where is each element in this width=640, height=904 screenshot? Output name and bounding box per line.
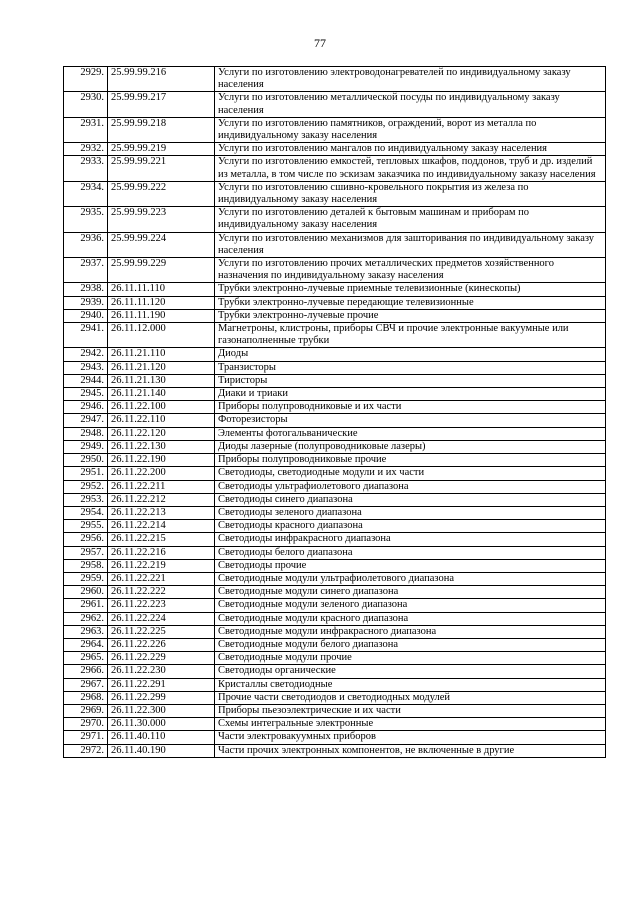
- row-description: Диоды: [215, 348, 606, 361]
- table-row: [64, 533, 606, 546]
- table-row: [64, 92, 606, 117]
- row-number: 2940.: [64, 309, 108, 322]
- row-code: 26.11.22.300: [108, 704, 215, 717]
- table-row: [64, 744, 606, 757]
- registry-table: [63, 66, 606, 758]
- row-number: 2946.: [64, 401, 108, 414]
- row-description: Диаки и триаки: [215, 388, 606, 401]
- row-number: 2957.: [64, 546, 108, 559]
- row-code: 26.11.22.222: [108, 586, 215, 599]
- row-code: 26.11.40.110: [108, 731, 215, 744]
- row-description: Светодиодные модули красного диапазона: [215, 612, 606, 625]
- table-row: [64, 309, 606, 322]
- row-description: Светодиоды красного диапазона: [215, 520, 606, 533]
- table-row: [64, 388, 606, 401]
- row-code: 26.11.22.120: [108, 427, 215, 440]
- row-code: 26.11.22.223: [108, 599, 215, 612]
- row-code: 26.11.11.190: [108, 309, 215, 322]
- row-number: 2969.: [64, 704, 108, 717]
- row-code: 25.99.99.217: [108, 92, 215, 117]
- row-code: 26.11.22.216: [108, 546, 215, 559]
- row-description: Части электровакуумных приборов: [215, 731, 606, 744]
- row-number: 2944.: [64, 374, 108, 387]
- row-description: Трубки электронно-лучевые передающие телевизионные: [215, 296, 606, 309]
- table-row: [64, 283, 606, 296]
- row-description: Трубки электронно-лучевые прочие: [215, 309, 606, 322]
- row-number: 2949.: [64, 440, 108, 453]
- row-code: 26.11.22.229: [108, 652, 215, 665]
- row-number: 2947.: [64, 414, 108, 427]
- row-code: 26.11.11.110: [108, 283, 215, 296]
- row-code: 26.11.22.291: [108, 678, 215, 691]
- row-number: 2941.: [64, 323, 108, 348]
- row-description: Кристаллы светодиодные: [215, 678, 606, 691]
- row-description: Светодиоды белого диапазона: [215, 546, 606, 559]
- row-number: 2972.: [64, 744, 108, 757]
- row-number: 2955.: [64, 520, 108, 533]
- row-number: 2953.: [64, 493, 108, 506]
- row-number: 2943.: [64, 361, 108, 374]
- table-row: [64, 559, 606, 572]
- row-code: 26.11.21.140: [108, 388, 215, 401]
- row-description: Схемы интегральные электронные: [215, 718, 606, 731]
- row-code: 26.11.22.215: [108, 533, 215, 546]
- table-row: [64, 520, 606, 533]
- row-description: Приборы полупроводниковые и их части: [215, 401, 606, 414]
- row-description: Диоды лазерные (полупроводниковые лазеры): [215, 440, 606, 453]
- row-number: 2958.: [64, 559, 108, 572]
- row-code: 26.11.22.200: [108, 467, 215, 480]
- table-row: [64, 348, 606, 361]
- row-description: Услуги по изготовлению сшивно-кровельного покрытия из железа по индивидуальному заказу населения: [215, 181, 606, 206]
- row-number: 2942.: [64, 348, 108, 361]
- row-description: Услуги по изготовлению емкостей, тепловых шкафов, поддонов, труб и др. изделий из металла, в том числе по эскизам заказчика по индивидуальному заказу населения: [215, 156, 606, 181]
- row-number: 2965.: [64, 652, 108, 665]
- table-row: [64, 506, 606, 519]
- row-number: 2971.: [64, 731, 108, 744]
- table-row: [64, 207, 606, 232]
- row-description: Светодиодные модули инфракрасного диапазона: [215, 625, 606, 638]
- table-row: [64, 572, 606, 585]
- row-description: Фоторезисторы: [215, 414, 606, 427]
- row-number: 2950.: [64, 454, 108, 467]
- row-description: Приборы полупроводниковые прочие: [215, 454, 606, 467]
- table-row: [64, 678, 606, 691]
- row-code: 26.11.22.212: [108, 493, 215, 506]
- row-number: 2961.: [64, 599, 108, 612]
- row-description: Светодиодные модули белого диапазона: [215, 638, 606, 651]
- row-code: 26.11.22.213: [108, 506, 215, 519]
- row-code: 25.99.99.219: [108, 143, 215, 156]
- row-code: 25.99.99.218: [108, 117, 215, 142]
- row-number: 2937.: [64, 258, 108, 283]
- row-description: Услуги по изготовлению памятников, ограждений, ворот из металла по индивидуальному заказу населения: [215, 117, 606, 142]
- table-row: [64, 440, 606, 453]
- row-description: Светодиоды, светодиодные модули и их части: [215, 467, 606, 480]
- table-row: [64, 612, 606, 625]
- row-description: Услуги по изготовлению мангалов по индивидуальному заказу населения: [215, 143, 606, 156]
- row-description: Тиристоры: [215, 374, 606, 387]
- row-code: 25.99.99.222: [108, 181, 215, 206]
- row-number: 2970.: [64, 718, 108, 731]
- row-description: Магнетроны, клистроны, приборы СВЧ и прочие электронные вакуумные или газонаполненные трубки: [215, 323, 606, 348]
- table-row: [64, 181, 606, 206]
- row-description: Части прочих электронных компонентов, не включенные в другие: [215, 744, 606, 757]
- row-code: 26.11.22.226: [108, 638, 215, 651]
- row-description: Услуги по изготовлению электроводонагревателей по индивидуальному заказу населения: [215, 67, 606, 92]
- row-number: 2935.: [64, 207, 108, 232]
- table-row: [64, 323, 606, 348]
- table-row: [64, 361, 606, 374]
- table-row: [64, 480, 606, 493]
- table-row: [64, 401, 606, 414]
- row-description: Светодиодные модули ультрафиолетового диапазона: [215, 572, 606, 585]
- row-description: Светодиоды прочие: [215, 559, 606, 572]
- row-description: Светодиоды органические: [215, 665, 606, 678]
- row-code: 26.11.22.110: [108, 414, 215, 427]
- row-code: 25.99.99.216: [108, 67, 215, 92]
- row-code: 26.11.11.120: [108, 296, 215, 309]
- row-description: Прочие части светодиодов и светодиодных модулей: [215, 691, 606, 704]
- table-row: [64, 427, 606, 440]
- table-row: [64, 546, 606, 559]
- table-row: [64, 625, 606, 638]
- row-code: 26.11.21.130: [108, 374, 215, 387]
- row-description: Услуги по изготовлению механизмов для зашторивания по индивидуальному заказу населения: [215, 232, 606, 257]
- row-description: Светодиоды ультрафиолетового диапазона: [215, 480, 606, 493]
- row-number: 2967.: [64, 678, 108, 691]
- row-number: 2952.: [64, 480, 108, 493]
- row-code: 26.11.22.221: [108, 572, 215, 585]
- table-row: [64, 691, 606, 704]
- table-row: [64, 117, 606, 142]
- row-code: 26.11.22.214: [108, 520, 215, 533]
- row-code: 26.11.22.230: [108, 665, 215, 678]
- row-number: 2930.: [64, 92, 108, 117]
- table-row: [64, 731, 606, 744]
- table-row: [64, 638, 606, 651]
- row-description: Приборы пьезоэлектрические и их части: [215, 704, 606, 717]
- row-number: 2938.: [64, 283, 108, 296]
- row-number: 2954.: [64, 506, 108, 519]
- row-number: 2933.: [64, 156, 108, 181]
- row-number: 2936.: [64, 232, 108, 257]
- row-number: 2964.: [64, 638, 108, 651]
- row-number: 2963.: [64, 625, 108, 638]
- row-number: 2968.: [64, 691, 108, 704]
- table-row: [64, 232, 606, 257]
- row-description: Светодиодные модули зеленого диапазона: [215, 599, 606, 612]
- row-number: 2962.: [64, 612, 108, 625]
- row-number: 2934.: [64, 181, 108, 206]
- row-number: 2948.: [64, 427, 108, 440]
- table-row: [64, 586, 606, 599]
- row-code: 25.99.99.229: [108, 258, 215, 283]
- row-code: 26.11.40.190: [108, 744, 215, 757]
- row-description: Услуги по изготовлению прочих металлических предметов хозяйственного назначения по индивидуальному заказу населения: [215, 258, 606, 283]
- row-code: 26.11.21.110: [108, 348, 215, 361]
- row-code: 26.11.22.130: [108, 440, 215, 453]
- row-number: 2960.: [64, 586, 108, 599]
- row-code: 26.11.22.190: [108, 454, 215, 467]
- row-number: 2956.: [64, 533, 108, 546]
- table-row: [64, 599, 606, 612]
- table-row: [64, 258, 606, 283]
- table-row: [64, 467, 606, 480]
- row-description: Светодиоды инфракрасного диапазона: [215, 533, 606, 546]
- table-row: [64, 493, 606, 506]
- row-description: Трубки электронно-лучевые приемные телевизионные (кинескопы): [215, 283, 606, 296]
- row-number: 2932.: [64, 143, 108, 156]
- row-number: 2945.: [64, 388, 108, 401]
- registry-table-body: [64, 67, 606, 758]
- row-number: 2931.: [64, 117, 108, 142]
- row-code: 25.99.99.223: [108, 207, 215, 232]
- row-code: 26.11.22.219: [108, 559, 215, 572]
- table-row: [64, 67, 606, 92]
- table-row: [64, 414, 606, 427]
- table-row: [64, 665, 606, 678]
- row-number: 2951.: [64, 467, 108, 480]
- row-description: Светодиодные модули синего диапазона: [215, 586, 606, 599]
- row-code: 26.11.22.225: [108, 625, 215, 638]
- row-description: Транзисторы: [215, 361, 606, 374]
- row-description: Светодиоды синего диапазона: [215, 493, 606, 506]
- row-code: 26.11.30.000: [108, 718, 215, 731]
- table-row: [64, 374, 606, 387]
- table-row: [64, 143, 606, 156]
- row-description: Услуги по изготовлению деталей к бытовым машинам и приборам по индивидуальному заказу населения: [215, 207, 606, 232]
- row-code: 26.11.21.120: [108, 361, 215, 374]
- row-number: 2966.: [64, 665, 108, 678]
- table-row: [64, 718, 606, 731]
- table-row: [64, 296, 606, 309]
- table-row: [64, 652, 606, 665]
- table-row: [64, 704, 606, 717]
- table-row: [64, 156, 606, 181]
- row-code: 25.99.99.224: [108, 232, 215, 257]
- row-code: 25.99.99.221: [108, 156, 215, 181]
- row-description: Услуги по изготовлению металлической посуды по индивидуальному заказу населения: [215, 92, 606, 117]
- row-description: Светодиоды зеленого диапазона: [215, 506, 606, 519]
- row-description: Светодиодные модули прочие: [215, 652, 606, 665]
- row-code: 26.11.22.299: [108, 691, 215, 704]
- row-code: 26.11.12.000: [108, 323, 215, 348]
- row-code: 26.11.22.211: [108, 480, 215, 493]
- row-description: Элементы фотогальванические: [215, 427, 606, 440]
- table-row: [64, 454, 606, 467]
- page-number: 77: [314, 36, 326, 50]
- row-number: 2929.: [64, 67, 108, 92]
- row-code: 26.11.22.100: [108, 401, 215, 414]
- row-number: 2959.: [64, 572, 108, 585]
- row-number: 2939.: [64, 296, 108, 309]
- row-code: 26.11.22.224: [108, 612, 215, 625]
